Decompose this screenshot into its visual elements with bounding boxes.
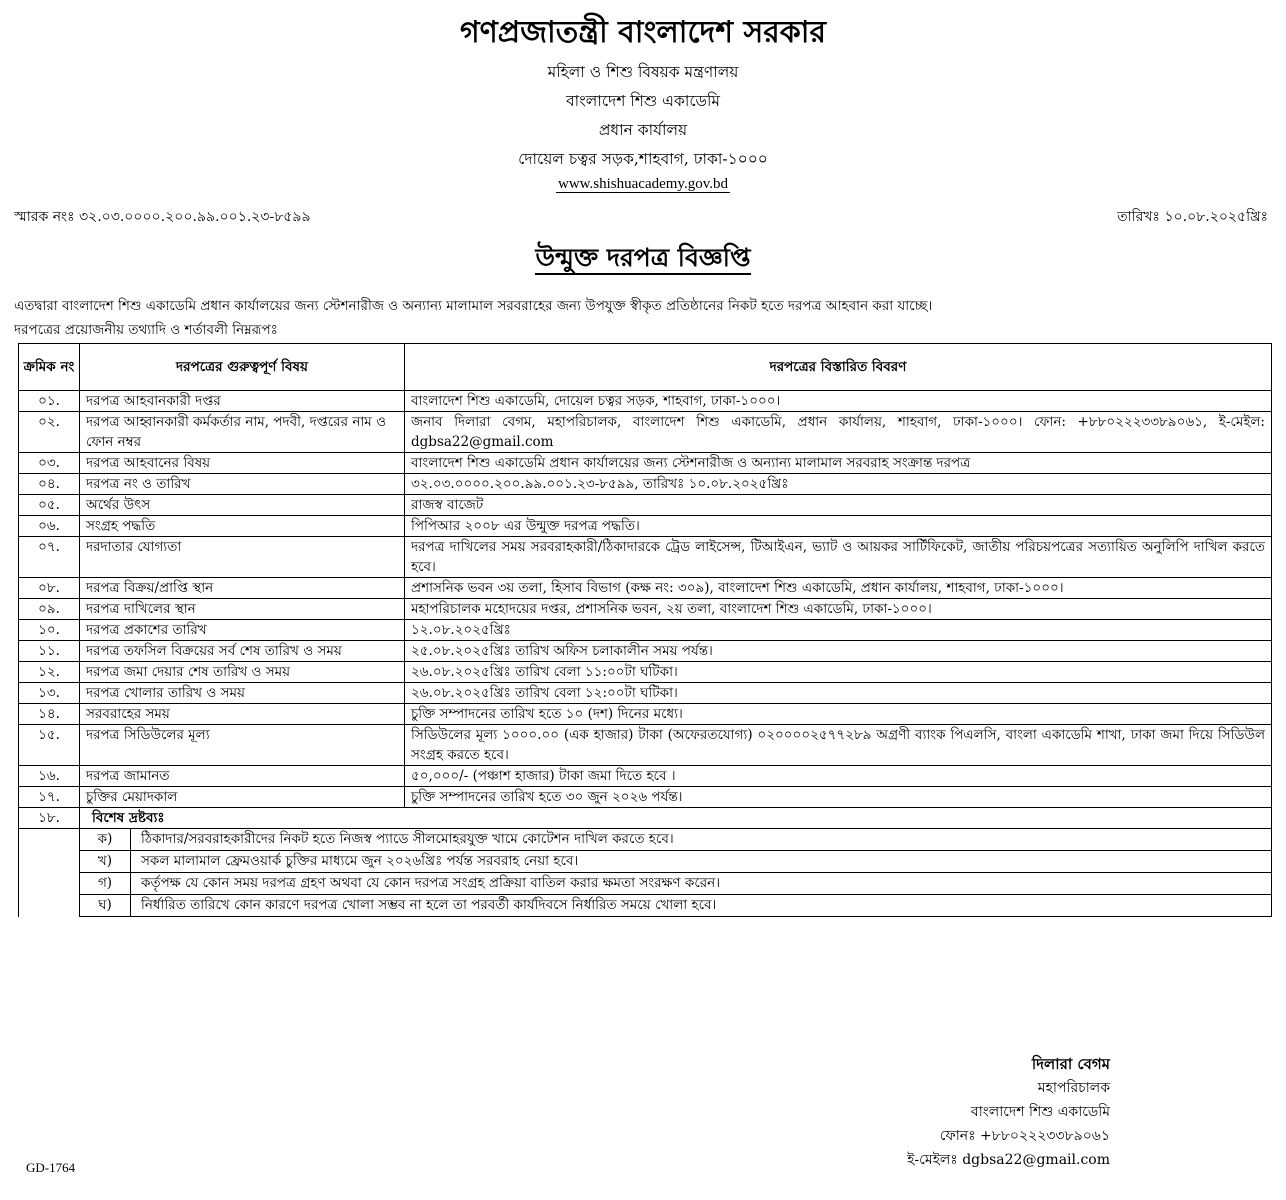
row-serial: ০৬. — [19, 516, 80, 537]
office-address: দোয়েল চত্বর সড়ক,শাহবাগ, ঢাকা-১০০০ — [518, 150, 768, 168]
header-detail: দরপত্রের বিস্তারিত বিবরণ — [405, 344, 1272, 391]
government-title: গণপ্রজাতন্ত্রী বাংলাদেশ সরকার — [460, 15, 826, 50]
row-serial: ১২. — [19, 662, 80, 683]
row-detail: ৩২.০৩.০০০০.২০০.৯৯.০০১.২৩-৮৫৯৯, তারিখঃ ১০.০৮.২০২৫খ্রিঃ — [405, 474, 1272, 495]
table-row — [19, 662, 1272, 683]
row-subject: দরপত্র দাখিলের স্থান — [80, 599, 405, 620]
tender-table — [18, 343, 1272, 917]
note-text: ঠিকাদার/সরবরাহকারীদের নিকট হতে নিজস্ব প্যাডে সীলমোহরযুক্ত খামে কোটেশন দাখিল করতে হবে। — [141, 831, 674, 847]
organization-name: বাংলাদেশ শিশু একাডেমি — [566, 92, 720, 110]
note-marker: ক) — [80, 829, 131, 850]
table-row — [19, 516, 1272, 537]
table-row — [19, 620, 1272, 641]
row-serial: ১৮. — [19, 808, 80, 829]
row-serial: ০৮. — [19, 578, 80, 599]
note-marker: ঘ) — [80, 895, 131, 916]
row-subject: দরপত্র জামানত — [80, 766, 405, 787]
signatory-phone: ফোনঃ +৮৮০২২২৩৩৮৯০৬১ — [939, 1128, 1110, 1144]
row-detail: ১২.০৮.২০২৫খ্রিঃ — [405, 620, 1272, 641]
row-subject: দরপত্র বিক্রয়/প্রাপ্তি স্থান — [80, 578, 405, 599]
row-serial: ১৫. — [19, 725, 80, 766]
intro-paragraph — [14, 294, 1276, 342]
table-row — [19, 537, 1272, 578]
row-detail: চুক্তি সম্পাদনের তারিখ হতে ১০ (দশ) দিনের মধ্যে। — [405, 704, 1272, 725]
signature-block — [907, 1052, 1110, 1172]
signatory-organization: বাংলাদেশ শিশু একাডেমি — [970, 1104, 1110, 1120]
row-subject: দরদাতার যোগ্যতা — [80, 537, 405, 578]
row-subject: দরপত্র জমা দেয়ার শেষ তারিখ ও সময় — [80, 662, 405, 683]
table-row — [19, 641, 1272, 662]
notice-title: উন্মুক্ত দরপত্র বিজ্ঞপ্তি — [535, 243, 750, 275]
table-row — [19, 725, 1272, 766]
row-subject: দরপত্র আহবানকারী দপ্তর — [80, 391, 405, 412]
intro-line: দরপত্রের প্রয়োজনীয় তথ্যাদি ও শর্তাবলী নিম্নরূপঃ — [14, 322, 278, 338]
table-row — [19, 683, 1272, 704]
table-header-row — [19, 344, 1272, 391]
memo-number: স্মারক নংঃ ৩২.০৩.০০০০.২০০.৯৯.০০১.২৩-৮৫৯৯ — [14, 209, 311, 225]
table-row — [19, 474, 1272, 495]
special-note-item — [19, 829, 1272, 851]
row-serial: ১৩. — [19, 683, 80, 704]
row-subject: অর্থের উৎস — [80, 495, 405, 516]
row-serial: ১১. — [19, 641, 80, 662]
note-text: কর্তৃপক্ষ যে কোন সময় দরপত্র গ্রহণ অথবা যে কোন দরপত্র সংগ্রহ প্রক্রিয়া বাতিল করার ক্ষমতা সংরক্ষণ করেন। — [141, 875, 721, 891]
row-detail: বাংলাদেশ শিশু একাডেমি, দোয়েল চত্বর সড়ক, শাহবাগ, ঢাকা-১০০০। — [405, 391, 1272, 412]
row-subject: দরপত্র আহবানের বিষয় — [80, 453, 405, 474]
signatory-email: ই-মেইলঃ dgbsa22@gmail.com — [907, 1152, 1110, 1168]
row-detail: ২৫.০৮.২০২৫খ্রিঃ তারিখ অফিস চলাকালীন সময় পর্যন্ত। — [405, 641, 1272, 662]
office-name: প্রধান কার্যালয় — [598, 121, 688, 139]
special-note-item — [19, 895, 1272, 917]
ministry-name: মহিলা ও শিশু বিষয়ক মন্ত্রণালয় — [547, 63, 739, 81]
signatory-designation: মহাপরিচালক — [1037, 1080, 1110, 1096]
row-subject: সরবরাহের সময় — [80, 704, 405, 725]
row-detail: চুক্তি সম্পাদনের তারিখ হতে ৩০ জুন ২০২৬ পর্যন্ত। — [405, 787, 1272, 808]
special-note-item — [19, 851, 1272, 873]
row-serial: ১০. — [19, 620, 80, 641]
special-note-title: বিশেষ দ্রষ্টব্যঃ — [80, 808, 1272, 829]
row-detail: পিপিআর ২০০৮ এর উন্মুক্ত দরপত্র পদ্ধতি। — [405, 516, 1272, 537]
table-row — [19, 578, 1272, 599]
footer-code: GD-1764 — [26, 1160, 76, 1175]
table-row — [19, 495, 1272, 516]
special-note-row — [19, 808, 1272, 829]
row-serial: ১৪. — [19, 704, 80, 725]
note-text: সকল মালামাল ফ্রেমওয়ার্ক চুক্তির মাধ্যমে জুন ২০২৬খ্রিঃ পর্যন্ত সরবরাহ নেয়া হবে। — [141, 853, 579, 869]
header-serial: ক্রমিক নং — [19, 344, 80, 391]
row-detail: সিডিউলের মূল্য ১০০০.০০ (এক হাজার) টাকা (অফেরতযোগ্য) ০২০০০০২৫৭৭২৮৯ অগ্রণী ব্যাংক পিএলসি, বাংলা একাডেমি শাখা, ঢাকা জমা দিয়ে সিডিউল সংগ্রহ করতে হবে। — [405, 725, 1272, 766]
row-detail: দরপত্র দাখিলের সময় সরবরাহকারী/ঠিকাদারকে ট্রেড লাইসেন্স, টিআইএন, ভ্যাট ও আয়কর সার্টিফিকেট, জাতীয় পরিচয়পত্রের সত্যায়িত অনুলিপি দাখিল করতে হবে। — [405, 537, 1272, 578]
row-detail: রাজস্ব বাজেট — [405, 495, 1272, 516]
row-serial: ০৫. — [19, 495, 80, 516]
note-marker: গ) — [80, 873, 131, 894]
row-detail: ২৬.০৮.২০২৫খ্রিঃ তারিখ বেলা ১২:০০টা ঘটিকা। — [405, 683, 1272, 704]
table-row — [19, 412, 1272, 453]
table-row — [19, 599, 1272, 620]
row-serial: ০৯. — [19, 599, 80, 620]
row-serial: ০২. — [19, 412, 80, 453]
row-subject: দরপত্র নং ও তারিখ — [80, 474, 405, 495]
note-marker: খ) — [80, 851, 131, 872]
table-row — [19, 391, 1272, 412]
table-row — [19, 704, 1272, 725]
signatory-name: দিলারা বেগম — [1031, 1055, 1110, 1073]
note-text: নির্ধারিত তারিখে কোন কারণে দরপত্র খোলা সম্ভব না হলে তা পরবর্তী কার্যদিবসে নির্ধারিত সময়ে খোলা হবে। — [141, 897, 717, 913]
table-row — [19, 787, 1272, 808]
row-detail: বাংলাদেশ শিশু একাডেমি প্রধান কার্যালয়ের জন্য স্টেশনারীজ ও অন্যান্য মালামাল সরবরাহ সংক্রান্ত দরপত্র — [405, 453, 1272, 474]
row-serial: ০৪. — [19, 474, 80, 495]
row-detail: ২৬.০৮.২০২৫খ্রিঃ তারিখ বেলা ১১:০০টা ঘটিকা। — [405, 662, 1272, 683]
row-serial: ১৬. — [19, 766, 80, 787]
row-subject: দরপত্র আহ্বানকারী কর্মকর্তার নাম, পদবী, দপ্তরের নাম ও ফোন নম্বর — [80, 412, 405, 453]
row-subject: দরপত্র প্রকাশের তারিখ — [80, 620, 405, 641]
row-serial: ১৭. — [19, 787, 80, 808]
intro-line: এতদ্বারা বাংলাদেশ শিশু একাডেমি প্রধান কার্যালয়ের জন্য স্টেশনারীজ ও অন্যান্য মালামাল সরবরাহের জন্য উপযুক্ত স্বীকৃত প্রতিষ্ঠানের নিকট হতে দরপত্র আহবান করা যাচ্ছে। — [14, 298, 933, 314]
table-row — [19, 766, 1272, 787]
row-subject: দরপত্র তফসিল বিক্রয়ের সর্ব শেষ তারিখ ও সময় — [80, 641, 405, 662]
row-subject: দরপত্র সিডিউলের মূল্য — [80, 725, 405, 766]
table-row — [19, 453, 1272, 474]
row-detail: জনাব দিলারা বেগম, মহাপরিচালক, বাংলাদেশ শিশু একাডেমি, প্রধান কার্যালয়, শাহবাগ, ঢাকা-১০০০। ফোন: +৮৮০২২২৩৩৮৯০৬১, ই-মেইল: dgbsa22@gmail.com — [405, 412, 1272, 453]
row-subject: চুক্তির মেয়াদকাল — [80, 787, 405, 808]
website-link-wrap — [0, 176, 1286, 193]
row-serial: ০১. — [19, 391, 80, 412]
notice-date: তারিখঃ ১০.০৮.২০২৫খ্রিঃ — [1117, 209, 1268, 225]
row-subject: সংগ্রহ পদ্ধতি — [80, 516, 405, 537]
row-subject: দরপত্র খোলার তারিখ ও সময় — [80, 683, 405, 704]
header-subject: দরপত্রের গুরুত্বপূর্ণ বিষয় — [80, 344, 405, 391]
notice-title-wrap — [0, 238, 1286, 281]
row-detail: মহাপরিচালক মহোদয়ের দপ্তর, প্রশাসনিক ভবন, ২য় তলা, বাংলাদেশ শিশু একাডেমি, ঢাকা-১০০০। — [405, 599, 1272, 620]
special-note-item — [19, 873, 1272, 895]
row-detail: প্রশাসনিক ভবন ৩য় তলা, হিসাব বিভাগ (কক্ষ নং: ৩০৯), বাংলাদেশ শিশু একাডেমি, প্রধান কার্যালয়, শাহবাগ, ঢাকা-১০০০। — [405, 578, 1272, 599]
website-link[interactable]: www.shishuacademy.gov.bd — [558, 176, 728, 192]
row-serial: ০৭. — [19, 537, 80, 578]
row-detail: ৫০,০০০/- (পঞ্চাশ হাজার) টাকা জমা দিতে হবে । — [405, 766, 1272, 787]
row-serial: ০৩. — [19, 453, 80, 474]
